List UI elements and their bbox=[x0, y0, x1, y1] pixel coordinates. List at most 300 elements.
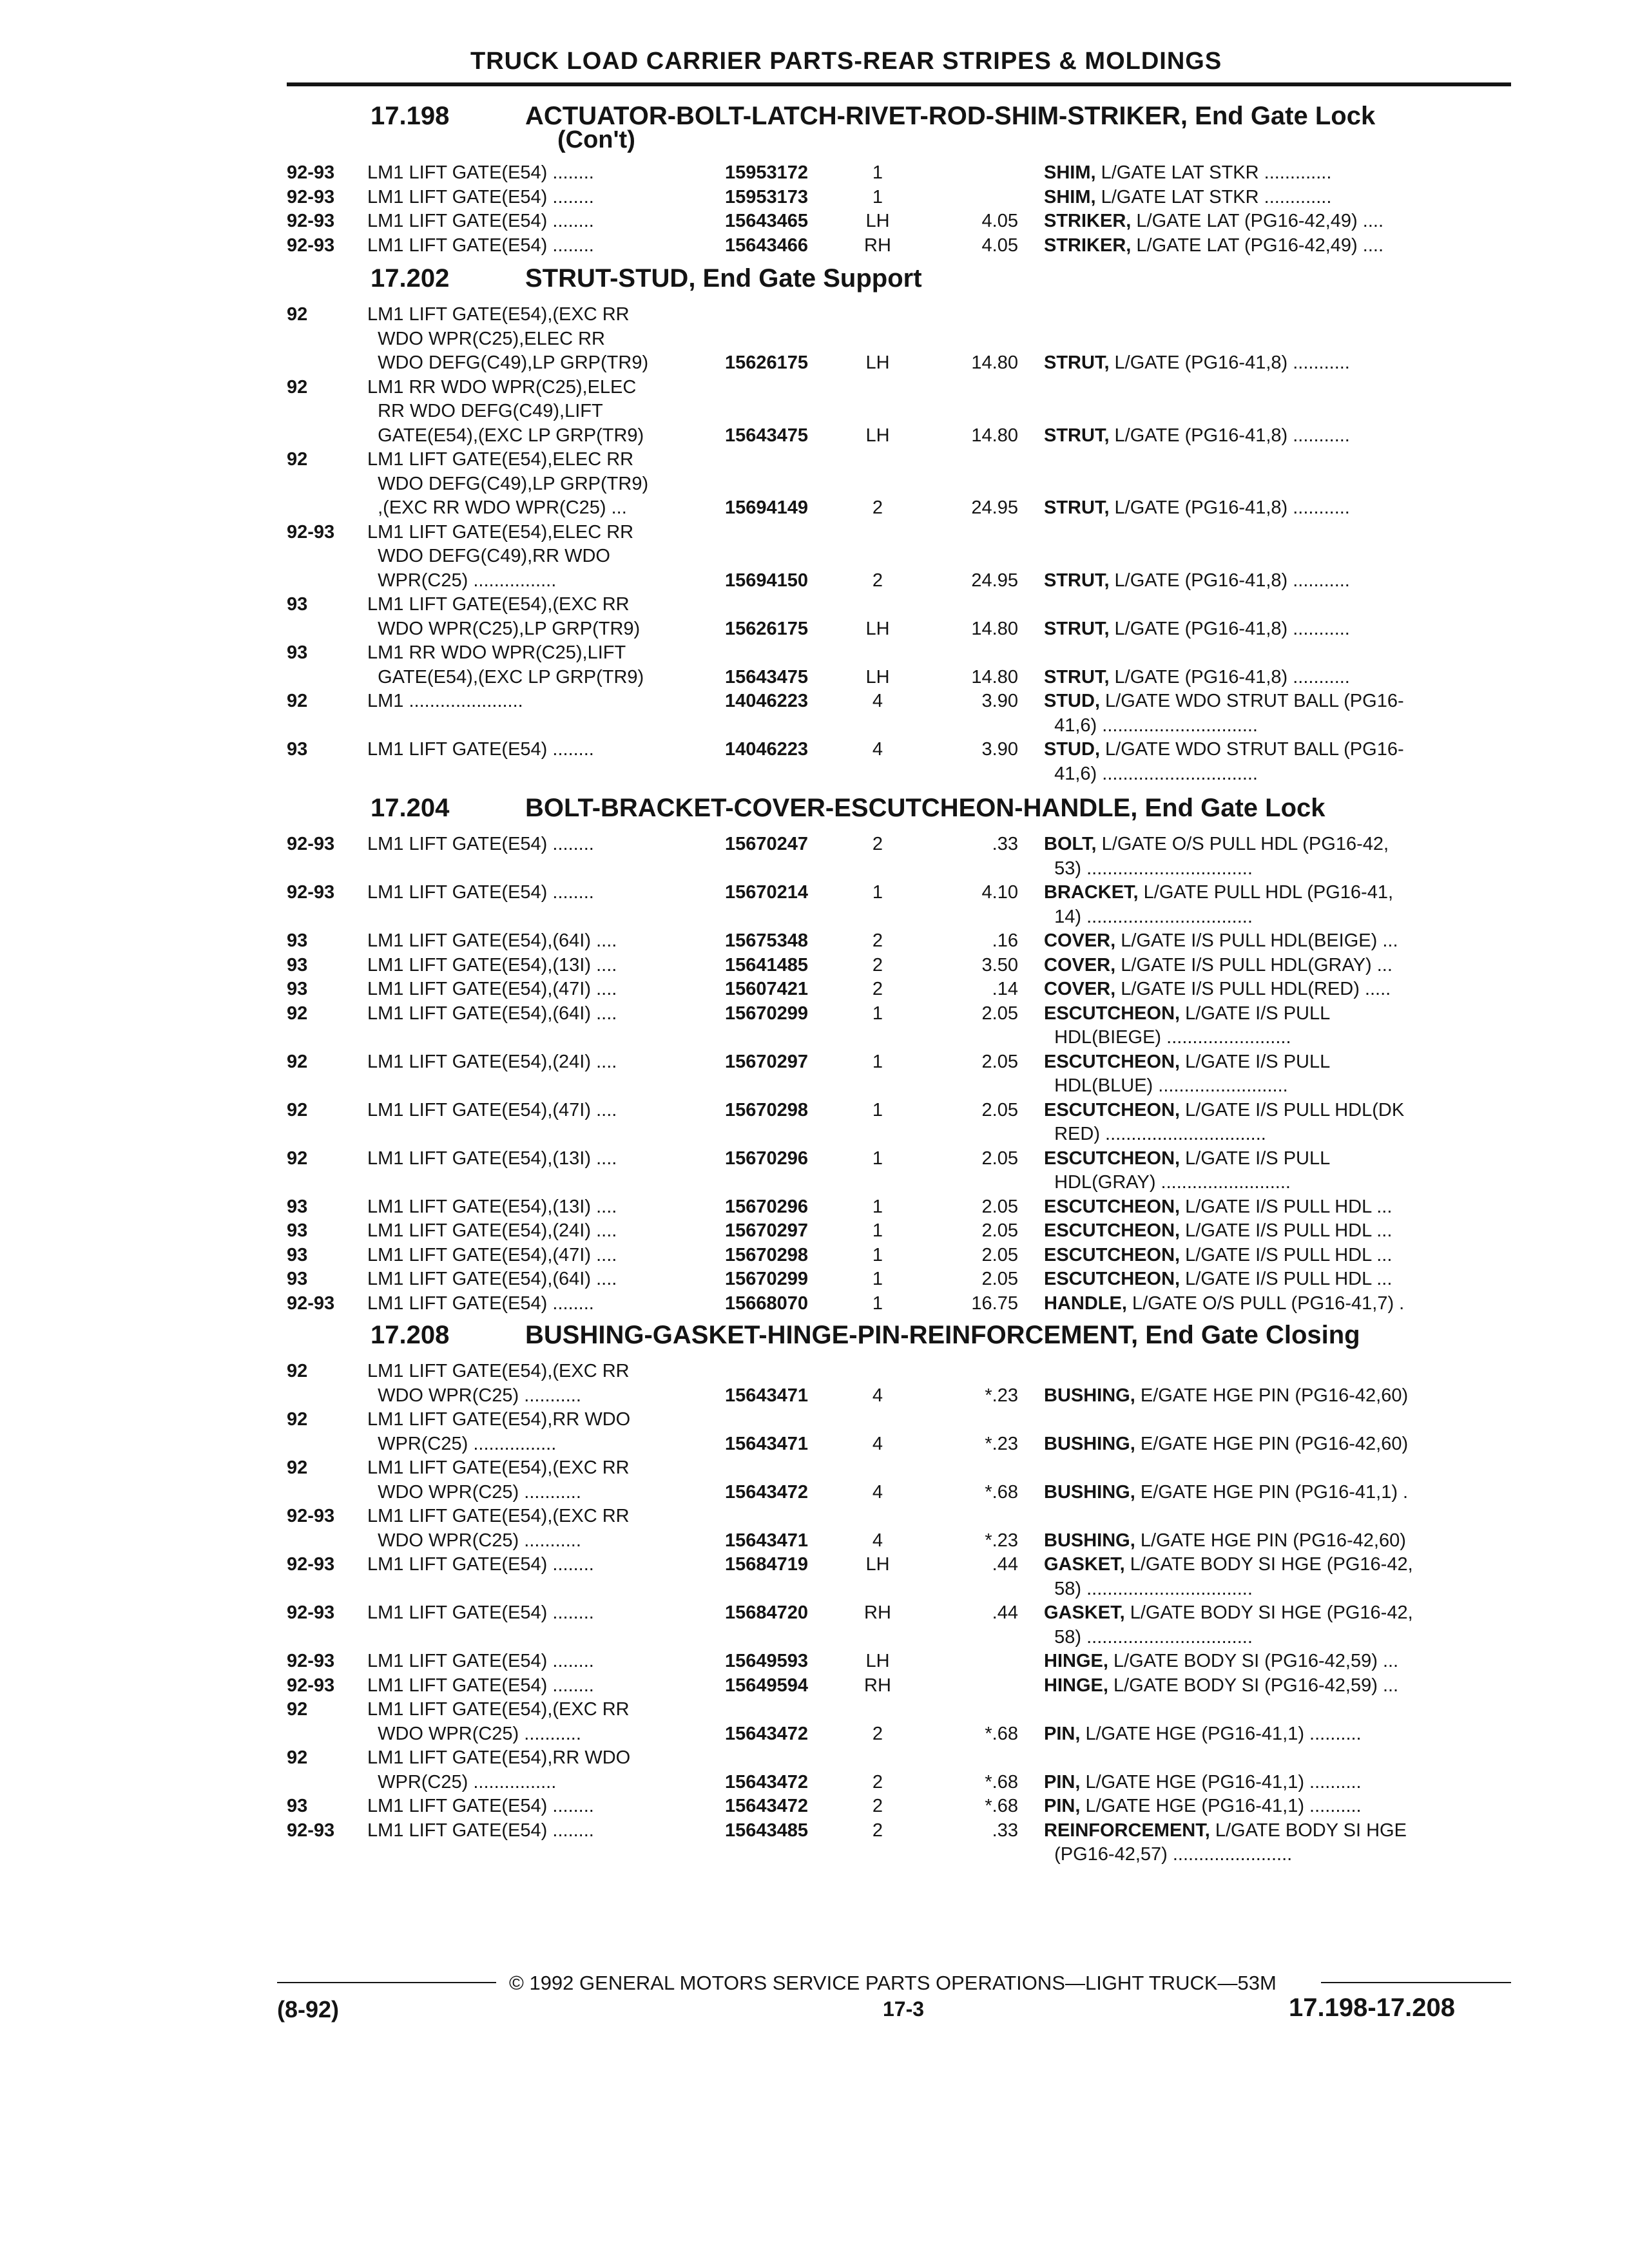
list-price: 3.90 bbox=[981, 691, 1018, 711]
application-desc: LM1 LIFT GATE(E54) ........ bbox=[367, 186, 594, 207]
part-detail: L/GATE I/S PULL bbox=[1180, 1148, 1331, 1169]
part-number: 15953173 bbox=[725, 186, 809, 207]
list-price: *.23 bbox=[985, 1385, 1018, 1406]
part-description bbox=[1044, 234, 1519, 257]
model-year: 93 bbox=[287, 979, 308, 999]
part-detail: L/GATE O/S PULL HDL (PG16-42, bbox=[1096, 834, 1389, 854]
model-year: 92-93 bbox=[287, 162, 335, 183]
application-desc: LM1 LIFT GATE(E54),(64I) .... bbox=[367, 930, 617, 951]
section-title: BOLT-BRACKET-COVER-ESCUTCHEON-HANDLE, End Gate Lock bbox=[525, 794, 1325, 822]
part-description bbox=[1044, 1026, 1519, 1049]
list-price: .44 bbox=[992, 1554, 1018, 1575]
application-desc: LM1 LIFT GATE(E54),ELEC RR bbox=[367, 521, 634, 543]
part-detail: L/GATE LAT (PG16-42,49) .... bbox=[1131, 211, 1383, 231]
part-name: GASKET, bbox=[1044, 1602, 1125, 1623]
model-year: 93 bbox=[287, 930, 308, 951]
part-detail: L/GATE I/S PULL HDL ... bbox=[1180, 1196, 1393, 1217]
list-price: 14.80 bbox=[971, 618, 1018, 639]
part-description bbox=[1044, 1649, 1519, 1673]
part-detail: RED) ............................... bbox=[1044, 1124, 1266, 1144]
part-number: 15643485 bbox=[725, 1820, 809, 1841]
part-detail: L/GATE HGE (PG16-41,1) .......... bbox=[1080, 1723, 1362, 1744]
part-description bbox=[1044, 762, 1519, 785]
list-price: *.23 bbox=[985, 1433, 1018, 1454]
page-title: TRUCK LOAD CARRIER PARTS-REAR STRIPES & MOLDINGS bbox=[470, 48, 1222, 75]
application-desc: LM1 RR WDO WPR(C25),ELEC bbox=[367, 376, 637, 398]
application-desc: WDO WPR(C25) ........... bbox=[367, 1530, 581, 1551]
part-detail: L/GATE HGE PIN (PG16-42,60) bbox=[1135, 1530, 1406, 1551]
list-price: .33 bbox=[992, 834, 1018, 854]
part-number: 15643472 bbox=[725, 1723, 809, 1744]
application-desc: LM1 LIFT GATE(E54),(24I) .... bbox=[367, 1220, 617, 1241]
model-year: 92 bbox=[287, 1099, 308, 1120]
quantity: 2 bbox=[872, 954, 883, 975]
part-detail: L/GATE WDO STRUT BALL (PG16- bbox=[1100, 691, 1404, 711]
application-desc: WDO DEFG(C49),LP GRP(TR9) bbox=[367, 352, 649, 373]
part-description bbox=[1044, 689, 1519, 713]
part-description bbox=[1044, 351, 1519, 374]
application-desc: WPR(C25) ................ bbox=[367, 1433, 557, 1454]
part-detail: 41,6) .............................. bbox=[1044, 715, 1258, 736]
part-detail: L/GATE BODY SI (PG16-42,59) ... bbox=[1108, 1651, 1399, 1671]
part-description bbox=[1044, 1626, 1519, 1649]
part-description bbox=[1044, 1794, 1519, 1818]
part-description bbox=[1044, 569, 1519, 592]
model-year: 92-93 bbox=[287, 1293, 335, 1314]
part-detail: L/GATE (PG16-41,8) ........... bbox=[1109, 618, 1350, 639]
part-detail: L/GATE (PG16-41,8) ........... bbox=[1109, 666, 1350, 687]
part-name: HANDLE, bbox=[1044, 1293, 1127, 1314]
application-desc: WDO DEFG(C49),RR WDO bbox=[367, 546, 610, 566]
list-price: 2.05 bbox=[981, 1099, 1018, 1120]
quantity: 4 bbox=[872, 1530, 883, 1551]
part-description bbox=[1044, 496, 1519, 519]
part-detail: L/GATE BODY SI HGE (PG16-42, bbox=[1124, 1554, 1413, 1575]
part-name: COVER, bbox=[1044, 979, 1116, 999]
part-detail: L/GATE I/S PULL bbox=[1180, 1051, 1331, 1072]
application-desc: LM1 LIFT GATE(E54) ........ bbox=[367, 882, 594, 903]
part-number: 15649593 bbox=[725, 1651, 809, 1671]
quantity: 1 bbox=[872, 162, 883, 183]
part-number: 15626175 bbox=[725, 352, 809, 373]
quantity: 4 bbox=[872, 739, 883, 760]
list-price: 4.10 bbox=[981, 882, 1018, 903]
part-detail: L/GATE I/S PULL HDL(RED) ..... bbox=[1115, 979, 1391, 999]
model-year: 92-93 bbox=[287, 1554, 335, 1575]
part-detail: L/GATE (PG16-41,8) ........... bbox=[1109, 497, 1350, 518]
application-desc: LM1 LIFT GATE(E54) ........ bbox=[367, 1602, 594, 1623]
part-description bbox=[1044, 1674, 1519, 1697]
part-description bbox=[1044, 209, 1519, 233]
list-price: *.68 bbox=[985, 1771, 1018, 1792]
application-desc: LM1 LIFT GATE(E54) ........ bbox=[367, 1293, 594, 1314]
part-detail: L/GATE (PG16-41,8) ........... bbox=[1109, 425, 1350, 446]
part-description bbox=[1044, 1384, 1519, 1407]
quantity: LH bbox=[865, 425, 890, 446]
part-detail: L/GATE I/S PULL HDL(GRAY) ... bbox=[1115, 954, 1393, 975]
model-year: 92-93 bbox=[287, 521, 335, 543]
part-name: GASKET, bbox=[1044, 1554, 1125, 1575]
part-description bbox=[1044, 1122, 1519, 1146]
part-number: 15670296 bbox=[725, 1196, 809, 1217]
part-name: ESCUTCHEON, bbox=[1044, 1003, 1181, 1024]
part-number: 15643475 bbox=[725, 425, 809, 446]
footer-page-number: 17-3 bbox=[883, 1997, 925, 2021]
part-detail: L/GATE I/S PULL HDL ... bbox=[1180, 1220, 1393, 1241]
quantity: 2 bbox=[872, 1820, 883, 1841]
model-year: 92-93 bbox=[287, 1675, 335, 1696]
model-year: 93 bbox=[287, 739, 308, 760]
part-number: 15643471 bbox=[725, 1385, 809, 1406]
model-year: 92 bbox=[287, 1699, 308, 1720]
model-year: 92-93 bbox=[287, 1602, 335, 1623]
part-name: REINFORCEMENT, bbox=[1044, 1820, 1210, 1841]
part-detail: HDL(BLUE) ......................... bbox=[1044, 1075, 1288, 1096]
part-description bbox=[1044, 617, 1519, 640]
section-title: ACTUATOR-BOLT-LATCH-RIVET-ROD-SHIM-STRIKER, End Gate Lock bbox=[525, 102, 1376, 130]
part-detail: L/GATE BODY SI (PG16-42,59) ... bbox=[1108, 1675, 1399, 1696]
part-number: 15684720 bbox=[725, 1602, 809, 1623]
part-detail: L/GATE WDO STRUT BALL (PG16- bbox=[1100, 739, 1404, 760]
part-description bbox=[1044, 161, 1519, 184]
part-name: STUD, bbox=[1044, 739, 1100, 760]
part-number: 15694149 bbox=[725, 497, 809, 518]
quantity: 2 bbox=[872, 979, 883, 999]
part-description bbox=[1044, 1843, 1519, 1866]
part-description bbox=[1044, 977, 1519, 1001]
list-price: 2.05 bbox=[981, 1244, 1018, 1265]
quantity: RH bbox=[864, 1675, 891, 1696]
part-number: 15626175 bbox=[725, 618, 809, 639]
model-year: 92-93 bbox=[287, 1820, 335, 1841]
part-number: 15670298 bbox=[725, 1099, 809, 1120]
part-detail: E/GATE HGE PIN (PG16-41,1) . bbox=[1135, 1481, 1409, 1503]
model-year: 92-93 bbox=[287, 186, 335, 207]
application-desc: LM1 LIFT GATE(E54),(13I) .... bbox=[367, 1196, 617, 1217]
part-name: STRUT, bbox=[1044, 666, 1110, 687]
part-description bbox=[1044, 832, 1519, 856]
part-description bbox=[1044, 1050, 1519, 1073]
footer-date-code: (8-92) bbox=[277, 1996, 340, 2023]
part-detail: E/GATE HGE PIN (PG16-42,60) bbox=[1135, 1433, 1409, 1454]
part-number: 14046223 bbox=[725, 739, 809, 760]
part-number: 15641485 bbox=[725, 954, 809, 975]
model-year: 92 bbox=[287, 1148, 308, 1169]
list-price: 4.05 bbox=[981, 211, 1018, 231]
part-detail: L/GATE I/S PULL HDL ... bbox=[1180, 1269, 1393, 1289]
part-description bbox=[1044, 1577, 1519, 1600]
part-detail: L/GATE I/S PULL bbox=[1180, 1003, 1331, 1024]
application-desc: LM1 LIFT GATE(E54),RR WDO bbox=[367, 1747, 631, 1768]
application-desc: LM1 LIFT GATE(E54),(13I) .... bbox=[367, 954, 617, 975]
application-desc: LM1 LIFT GATE(E54),(64I) .... bbox=[367, 1269, 617, 1289]
part-description bbox=[1044, 1002, 1519, 1025]
list-price: .44 bbox=[992, 1602, 1018, 1623]
part-description bbox=[1044, 666, 1519, 689]
application-desc: LM1 LIFT GATE(E54) ........ bbox=[367, 834, 594, 854]
application-desc: LM1 LIFT GATE(E54),(24I) .... bbox=[367, 1051, 617, 1072]
application-desc: RR WDO DEFG(C49),LIFT bbox=[367, 401, 603, 421]
application-desc: LM1 RR WDO WPR(C25),LIFT bbox=[367, 642, 626, 663]
list-price: 16.75 bbox=[971, 1293, 1018, 1314]
section-number: 17.202 bbox=[371, 264, 450, 293]
part-number: 15643471 bbox=[725, 1433, 809, 1454]
part-detail: 53) ................................ bbox=[1044, 858, 1253, 879]
part-detail: L/GATE (PG16-41,8) ........... bbox=[1109, 352, 1350, 373]
section-title: STRUT-STUD, End Gate Support bbox=[525, 264, 922, 293]
part-name: ESCUTCHEON, bbox=[1044, 1220, 1181, 1241]
part-detail: 41,6) .............................. bbox=[1044, 763, 1258, 784]
quantity: 1 bbox=[872, 1148, 883, 1169]
part-description bbox=[1044, 1171, 1519, 1194]
model-year: 92-93 bbox=[287, 211, 335, 231]
model-year: 92 bbox=[287, 304, 308, 325]
part-description bbox=[1044, 905, 1519, 928]
list-price: 2.05 bbox=[981, 1148, 1018, 1169]
model-year: 93 bbox=[287, 954, 308, 975]
application-desc: WDO WPR(C25),LP GRP(TR9) bbox=[367, 618, 641, 639]
part-detail: L/GATE HGE (PG16-41,1) .......... bbox=[1080, 1796, 1362, 1816]
list-price: 3.90 bbox=[981, 739, 1018, 760]
quantity: LH bbox=[865, 1651, 890, 1671]
part-detail: L/GATE HGE (PG16-41,1) .......... bbox=[1080, 1771, 1362, 1792]
quantity: 1 bbox=[872, 1220, 883, 1241]
section-title: BUSHING-GASKET-HINGE-PIN-REINFORCEMENT, End Gate Closing bbox=[525, 1321, 1360, 1349]
model-year: 92-93 bbox=[287, 834, 335, 854]
part-name: HINGE, bbox=[1044, 1651, 1108, 1671]
application-desc: LM1 ...................... bbox=[367, 691, 523, 711]
model-year: 93 bbox=[287, 1244, 308, 1265]
application-desc: LM1 LIFT GATE(E54) ........ bbox=[367, 1651, 594, 1671]
part-name: STRUT, bbox=[1044, 618, 1110, 639]
list-price: 14.80 bbox=[971, 666, 1018, 687]
part-name: STRUT, bbox=[1044, 425, 1110, 446]
model-year: 93 bbox=[287, 642, 308, 663]
quantity: 4 bbox=[872, 1481, 883, 1503]
application-desc: WDO WPR(C25) ........... bbox=[367, 1723, 581, 1744]
part-description bbox=[1044, 1099, 1519, 1122]
application-desc: LM1 LIFT GATE(E54) ........ bbox=[367, 235, 594, 256]
part-description bbox=[1044, 186, 1519, 209]
section-continued: (Con't) bbox=[557, 126, 635, 153]
part-name: BRACKET, bbox=[1044, 882, 1139, 903]
part-detail: L/GATE I/S PULL HDL(DK bbox=[1180, 1099, 1405, 1120]
part-description bbox=[1044, 1481, 1519, 1504]
part-description bbox=[1044, 1529, 1519, 1552]
part-description bbox=[1044, 1074, 1519, 1097]
part-detail: HDL(BIEGE) ........................ bbox=[1044, 1027, 1291, 1048]
part-name: ESCUTCHEON, bbox=[1044, 1244, 1181, 1265]
part-detail: HDL(GRAY) ......................... bbox=[1044, 1172, 1291, 1193]
list-price: 2.05 bbox=[981, 1196, 1018, 1217]
part-detail: L/GATE I/S PULL HDL ... bbox=[1180, 1244, 1393, 1265]
quantity: 2 bbox=[872, 570, 883, 591]
model-year: 92 bbox=[287, 1051, 308, 1072]
list-price: 2.05 bbox=[981, 1051, 1018, 1072]
part-name: STRUT, bbox=[1044, 497, 1110, 518]
application-desc: LM1 LIFT GATE(E54),(13I) .... bbox=[367, 1148, 617, 1169]
part-number: 15643466 bbox=[725, 235, 809, 256]
part-name: ESCUTCHEON, bbox=[1044, 1051, 1181, 1072]
application-desc: LM1 LIFT GATE(E54),(47I) .... bbox=[367, 979, 617, 999]
model-year: 92 bbox=[287, 1003, 308, 1024]
application-desc: LM1 LIFT GATE(E54),(EXC RR bbox=[367, 304, 630, 325]
application-desc: GATE(E54),(EXC LP GRP(TR9) bbox=[367, 666, 644, 687]
application-desc: WDO WPR(C25),ELEC RR bbox=[367, 328, 605, 349]
part-number: 15670299 bbox=[725, 1269, 809, 1289]
part-detail: L/GATE (PG16-41,8) ........... bbox=[1109, 570, 1350, 591]
application-desc: LM1 LIFT GATE(E54) ........ bbox=[367, 1675, 594, 1696]
model-year: 92 bbox=[287, 1747, 308, 1768]
model-year: 93 bbox=[287, 594, 308, 615]
part-number: 15643465 bbox=[725, 211, 809, 231]
part-detail: 58) ................................ bbox=[1044, 1578, 1253, 1599]
application-desc: LM1 LIFT GATE(E54),RR WDO bbox=[367, 1409, 631, 1430]
part-name: STRIKER, bbox=[1044, 235, 1132, 256]
list-price: *.68 bbox=[985, 1723, 1018, 1744]
part-description bbox=[1044, 1553, 1519, 1576]
part-name: SHIM, bbox=[1044, 186, 1096, 207]
part-number: 15668070 bbox=[725, 1293, 809, 1314]
model-year: 92 bbox=[287, 1457, 308, 1478]
list-price: 24.95 bbox=[971, 497, 1018, 518]
part-number: 15607421 bbox=[725, 979, 809, 999]
part-description bbox=[1044, 1292, 1519, 1315]
application-desc: GATE(E54),(EXC LP GRP(TR9) bbox=[367, 425, 644, 446]
quantity: 1 bbox=[872, 1099, 883, 1120]
model-year: 92 bbox=[287, 691, 308, 711]
part-name: STRIKER, bbox=[1044, 211, 1132, 231]
list-price: .33 bbox=[992, 1820, 1018, 1841]
part-name: COVER, bbox=[1044, 954, 1116, 975]
quantity: 2 bbox=[872, 1723, 883, 1744]
application-desc: ,(EXC RR WDO WPR(C25) ... bbox=[367, 497, 627, 518]
part-number: 15643472 bbox=[725, 1796, 809, 1816]
section-number: 17.208 bbox=[371, 1321, 450, 1349]
application-desc: LM1 LIFT GATE(E54),(EXC RR bbox=[367, 1361, 630, 1381]
part-name: PIN, bbox=[1044, 1796, 1081, 1816]
list-price: 3.50 bbox=[981, 954, 1018, 975]
part-number: 15670297 bbox=[725, 1051, 809, 1072]
model-year: 92-93 bbox=[287, 235, 335, 256]
application-desc: LM1 LIFT GATE(E54) ........ bbox=[367, 1796, 594, 1816]
part-description bbox=[1044, 1819, 1519, 1842]
application-desc: LM1 LIFT GATE(E54),(EXC RR bbox=[367, 1699, 630, 1720]
part-number: 15675348 bbox=[725, 930, 809, 951]
part-name: BUSHING, bbox=[1044, 1530, 1135, 1551]
part-description bbox=[1044, 1432, 1519, 1456]
part-description bbox=[1044, 1722, 1519, 1745]
part-name: ESCUTCHEON, bbox=[1044, 1269, 1181, 1289]
part-name: ESCUTCHEON, bbox=[1044, 1196, 1181, 1217]
part-detail: L/GATE PULL HDL (PG16-41, bbox=[1138, 882, 1394, 903]
application-desc: LM1 LIFT GATE(E54),(EXC RR bbox=[367, 1457, 630, 1478]
list-price: 14.80 bbox=[971, 425, 1018, 446]
part-description bbox=[1044, 929, 1519, 952]
section-number: 17.198 bbox=[371, 102, 450, 130]
quantity: 1 bbox=[872, 882, 883, 903]
list-price: *.68 bbox=[985, 1796, 1018, 1816]
quantity: 1 bbox=[872, 1244, 883, 1265]
quantity: LH bbox=[865, 352, 890, 373]
model-year: 92 bbox=[287, 376, 308, 398]
model-year: 93 bbox=[287, 1220, 308, 1241]
application-desc: LM1 LIFT GATE(E54),(47I) .... bbox=[367, 1244, 617, 1265]
quantity: 4 bbox=[872, 1433, 883, 1454]
part-description bbox=[1044, 738, 1519, 761]
part-detail: L/GATE BODY SI HGE bbox=[1210, 1820, 1407, 1841]
part-detail: (PG16-42,57) ....................... bbox=[1044, 1844, 1293, 1865]
part-number: 15670299 bbox=[725, 1003, 809, 1024]
quantity: 4 bbox=[872, 691, 883, 711]
part-number: 14046223 bbox=[725, 691, 809, 711]
part-description bbox=[1044, 714, 1519, 737]
application-desc: LM1 LIFT GATE(E54) ........ bbox=[367, 1554, 594, 1575]
part-description bbox=[1044, 881, 1519, 904]
list-price: *.23 bbox=[985, 1530, 1018, 1551]
part-number: 15643472 bbox=[725, 1771, 809, 1792]
quantity: 1 bbox=[872, 1051, 883, 1072]
list-price: .16 bbox=[992, 930, 1018, 951]
model-year: 92 bbox=[287, 1409, 308, 1430]
part-detail: L/GATE LAT STKR ............. bbox=[1095, 162, 1332, 183]
part-number: 15670214 bbox=[725, 882, 809, 903]
part-detail: L/GATE O/S PULL (PG16-41,7) . bbox=[1126, 1293, 1405, 1314]
quantity: 2 bbox=[872, 930, 883, 951]
part-detail: 14) ................................ bbox=[1044, 906, 1253, 927]
quantity: RH bbox=[864, 235, 891, 256]
part-name: STRUT, bbox=[1044, 570, 1110, 591]
application-desc: WDO WPR(C25) ........... bbox=[367, 1385, 581, 1406]
section-number: 17.204 bbox=[371, 794, 450, 822]
part-name: STUD, bbox=[1044, 691, 1100, 711]
quantity: RH bbox=[864, 1602, 891, 1623]
quantity: 2 bbox=[872, 1796, 883, 1816]
model-year: 93 bbox=[287, 1796, 308, 1816]
part-number: 15643471 bbox=[725, 1530, 809, 1551]
quantity: 1 bbox=[872, 1196, 883, 1217]
quantity: 2 bbox=[872, 834, 883, 854]
model-year: 93 bbox=[287, 1196, 308, 1217]
part-name: PIN, bbox=[1044, 1723, 1081, 1744]
model-year: 93 bbox=[287, 1269, 308, 1289]
part-description bbox=[1044, 857, 1519, 880]
part-description bbox=[1044, 1219, 1519, 1242]
part-number: 15953172 bbox=[725, 162, 809, 183]
footer-copyright: © 1992 GENERAL MOTORS SERVICE PARTS OPERATIONS—LIGHT TRUCK—53M bbox=[509, 1972, 1277, 1994]
footer-rule-left bbox=[277, 1982, 496, 1983]
quantity: LH bbox=[865, 618, 890, 639]
part-name: PIN, bbox=[1044, 1771, 1081, 1792]
application-desc: WDO DEFG(C49),LP GRP(TR9) bbox=[367, 473, 649, 494]
part-description bbox=[1044, 1601, 1519, 1624]
part-name: ESCUTCHEON, bbox=[1044, 1099, 1181, 1120]
part-detail: L/GATE I/S PULL HDL(BEIGE) ... bbox=[1115, 930, 1398, 951]
part-number: 15670296 bbox=[725, 1148, 809, 1169]
application-desc: WPR(C25) ................ bbox=[367, 1771, 557, 1792]
part-name: SHIM, bbox=[1044, 162, 1096, 183]
part-detail: E/GATE HGE PIN (PG16-42,60) bbox=[1135, 1385, 1409, 1406]
part-detail: L/GATE LAT (PG16-42,49) .... bbox=[1131, 235, 1383, 256]
part-description bbox=[1044, 424, 1519, 447]
application-desc: LM1 LIFT GATE(E54),(EXC RR bbox=[367, 1506, 630, 1526]
part-name: BUSHING, bbox=[1044, 1433, 1135, 1454]
part-number: 15670297 bbox=[725, 1220, 809, 1241]
application-desc: LM1 LIFT GATE(E54),(64I) .... bbox=[367, 1003, 617, 1024]
part-detail: L/GATE BODY SI HGE (PG16-42, bbox=[1124, 1602, 1413, 1623]
quantity: 4 bbox=[872, 1385, 883, 1406]
part-name: BUSHING, bbox=[1044, 1385, 1135, 1406]
